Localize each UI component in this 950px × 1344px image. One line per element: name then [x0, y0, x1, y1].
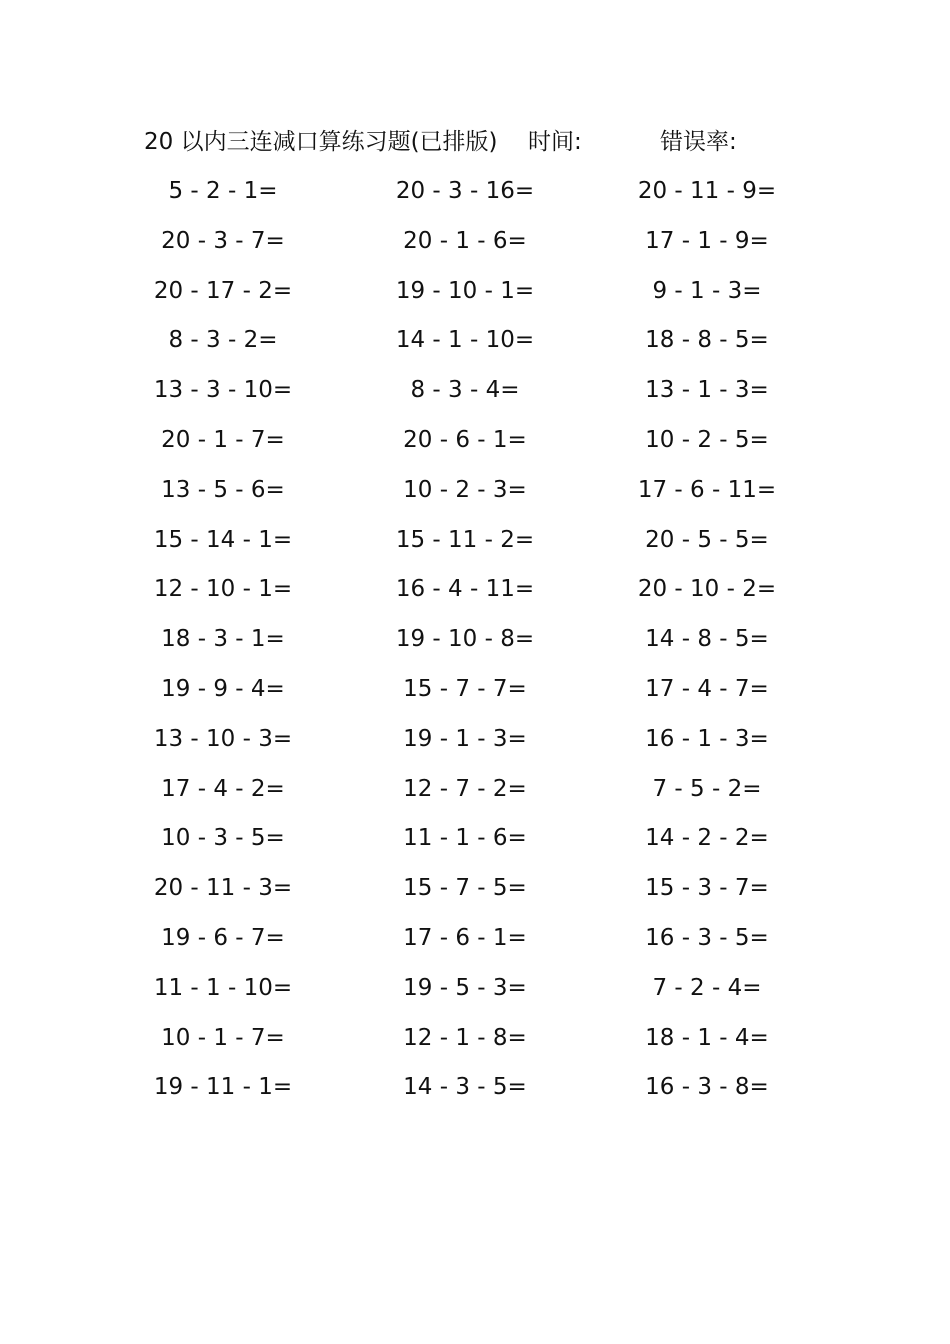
problem-item: 8 - 3 - 4= [410, 377, 520, 404]
problem-item: 10 - 1 - 7= [161, 1024, 285, 1051]
problem-row [0, 369, 950, 419]
problem-item: 19 - 5 - 3= [403, 974, 527, 1001]
problem-item: 16 - 3 - 5= [645, 924, 769, 951]
problem-item: 10 - 3 - 5= [161, 825, 285, 852]
problem-item: 13 - 10 - 3= [153, 725, 293, 752]
problem-item: 13 - 1 - 3= [645, 377, 769, 404]
problem-row [0, 519, 950, 569]
problem-item: 15 - 14 - 1= [153, 526, 293, 553]
problem-item: 18 - 3 - 1= [161, 626, 285, 653]
problem-item: 19 - 10 - 1= [395, 277, 535, 304]
problem-item: 17 - 6 - 11= [637, 476, 777, 503]
problem-item: 14 - 8 - 5= [645, 626, 769, 653]
problem-item: 19 - 9 - 4= [161, 675, 285, 702]
problem-row [0, 718, 950, 768]
problem-item: 14 - 2 - 2= [645, 825, 769, 852]
problem-item: 16 - 4 - 11= [395, 576, 535, 603]
problem-item: 20 - 17 - 2= [153, 277, 293, 304]
problem-item: 12 - 10 - 1= [153, 576, 293, 603]
problem-item: 15 - 7 - 7= [403, 675, 527, 702]
problem-row [0, 917, 950, 967]
problem-item: 14 - 3 - 5= [403, 1074, 527, 1101]
problem-item: 17 - 4 - 2= [161, 775, 285, 802]
problem-item: 18 - 1 - 4= [645, 1024, 769, 1051]
time-label: 时间: [528, 129, 582, 155]
problem-row [0, 867, 950, 917]
problem-item: 20 - 3 - 7= [161, 227, 285, 254]
problem-item: 12 - 1 - 8= [403, 1024, 527, 1051]
problem-item: 5 - 2 - 1= [168, 178, 278, 204]
problem-item: 13 - 5 - 6= [161, 476, 285, 503]
problem-item: 11 - 1 - 6= [403, 825, 527, 852]
problem-row [0, 270, 950, 320]
problem-item: 20 - 6 - 1= [403, 426, 527, 453]
problem-item: 10 - 2 - 5= [645, 426, 769, 453]
problem-item: 20 - 10 - 2= [637, 576, 777, 603]
problem-item: 7 - 2 - 4= [652, 974, 762, 1001]
problem-item: 9 - 1 - 3= [652, 277, 762, 304]
problem-row [0, 668, 950, 718]
problem-item: 11 - 1 - 10= [153, 974, 293, 1001]
problem-item: 20 - 1 - 6= [403, 227, 527, 254]
problem-row [0, 1066, 950, 1116]
problem-item: 19 - 6 - 7= [161, 924, 285, 951]
problem-item: 12 - 7 - 2= [403, 775, 527, 802]
problem-item: 18 - 8 - 5= [645, 327, 769, 354]
problem-item: 19 - 11 - 1= [153, 1074, 293, 1101]
problem-item: 20 - 11 - 9= [637, 178, 777, 204]
problem-item: 10 - 2 - 3= [403, 476, 527, 503]
problem-row [0, 1017, 950, 1067]
problem-item: 17 - 1 - 9= [645, 227, 769, 254]
problem-row [0, 618, 950, 668]
problem-grid [0, 170, 950, 1116]
problem-item: 15 - 3 - 7= [645, 875, 769, 902]
problem-item: 7 - 5 - 2= [652, 775, 762, 802]
problem-item: 19 - 10 - 8= [395, 626, 535, 653]
problem-row [0, 469, 950, 519]
problem-row [0, 568, 950, 618]
problem-item: 16 - 1 - 3= [645, 725, 769, 752]
problem-item: 13 - 3 - 10= [153, 377, 293, 404]
problem-item: 15 - 7 - 5= [403, 875, 527, 902]
problem-row [0, 419, 950, 469]
problem-item: 20 - 3 - 16= [395, 178, 535, 204]
problem-row [0, 967, 950, 1017]
worksheet-title: 20 以内三连减口算练习题(已排版) [144, 129, 498, 155]
problem-row [0, 817, 950, 867]
problem-row [0, 319, 950, 369]
problem-item: 8 - 3 - 2= [168, 327, 278, 354]
problem-item: 17 - 4 - 7= [645, 675, 769, 702]
error-rate-label: 错误率: [660, 129, 737, 155]
worksheet-header [0, 124, 950, 160]
problem-item: 17 - 6 - 1= [403, 924, 527, 951]
problem-item: 20 - 5 - 5= [645, 526, 769, 553]
problem-item: 19 - 1 - 3= [403, 725, 527, 752]
problem-item: 20 - 11 - 3= [153, 875, 293, 902]
problem-item: 15 - 11 - 2= [395, 526, 535, 553]
problem-item: 20 - 1 - 7= [161, 426, 285, 453]
problem-item: 14 - 1 - 10= [395, 327, 535, 354]
problem-row [0, 768, 950, 818]
problem-item: 16 - 3 - 8= [645, 1074, 769, 1101]
problem-row [0, 220, 950, 270]
problem-row [0, 170, 950, 220]
